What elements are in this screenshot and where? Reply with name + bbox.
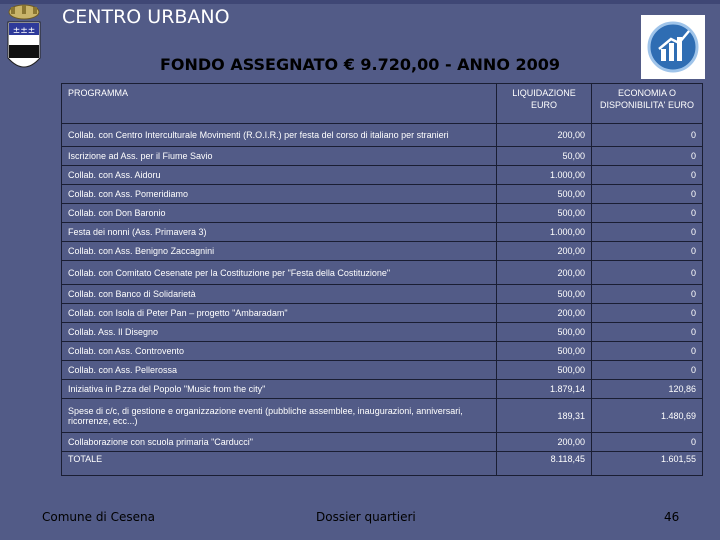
- row-economia: 0: [592, 261, 703, 285]
- total-economia: 1.601,55: [592, 452, 703, 476]
- table-row: [62, 361, 703, 380]
- row-programma: Iniziativa in P.zza del Popolo "Music from the city": [62, 380, 497, 399]
- row-economia: 0: [592, 285, 703, 304]
- row-economia: 0: [592, 147, 703, 166]
- chart-globe-logo-icon: [641, 15, 705, 79]
- footer-municipality: Comune di Cesena: [42, 510, 155, 524]
- row-programma: Festa dei nonni (Ass. Primavera 3): [62, 223, 497, 242]
- table-row: [62, 304, 703, 323]
- table-row: [62, 285, 703, 304]
- row-liquidazione: 189,31: [497, 399, 592, 433]
- header-liquidazione: LIQUIDAZIONE EURO: [497, 84, 592, 124]
- row-liquidazione: 200,00: [497, 304, 592, 323]
- row-liquidazione: 500,00: [497, 285, 592, 304]
- table-row: [62, 261, 703, 285]
- table-row: [62, 242, 703, 261]
- table-row: [62, 399, 703, 433]
- table-row: [62, 223, 703, 242]
- row-economia: 0: [592, 361, 703, 380]
- header-economia: ECONOMIA O DISPONIBILITA' EURO: [592, 84, 703, 124]
- table-row: [62, 185, 703, 204]
- row-economia: 0: [592, 166, 703, 185]
- row-programma: Collab. con Ass. Pomeridiamo: [62, 185, 497, 204]
- row-programma: Collab. con Centro Interculturale Movimenti (R.O.I.R.) per festa del corso di italiano per stranieri: [62, 124, 497, 147]
- row-programma: Iscrizione ad Ass. per il Fiume Savio: [62, 147, 497, 166]
- row-programma: Collab. con Ass. Controvento: [62, 342, 497, 361]
- row-programma: Collab. con Don Baronio: [62, 204, 497, 223]
- row-liquidazione: 1.000,00: [497, 223, 592, 242]
- row-programma: Collab. con Ass. Pellerossa: [62, 361, 497, 380]
- row-liquidazione: 200,00: [497, 261, 592, 285]
- header-programma: PROGRAMMA: [62, 84, 497, 124]
- row-liquidazione: 500,00: [497, 361, 592, 380]
- row-liquidazione: 500,00: [497, 323, 592, 342]
- footer-dossier: Dossier quartieri: [316, 510, 416, 524]
- row-liquidazione: 1.879,14: [497, 380, 592, 399]
- row-programma: Collaborazione con scuola primaria "Carducci": [62, 433, 497, 452]
- table-row: [62, 342, 703, 361]
- row-liquidazione: 200,00: [497, 433, 592, 452]
- row-liquidazione: 200,00: [497, 242, 592, 261]
- row-programma: Spese di c/c, di gestione e organizzazione eventi (pubbliche assemblee, inaugurazioni, anniversari, ricorrenze, ecc...): [62, 399, 497, 433]
- page-number: 46: [664, 510, 680, 524]
- row-programma: Collab. con Banco di Solidarietà: [62, 285, 497, 304]
- table-row: [62, 433, 703, 452]
- row-economia: 0: [592, 223, 703, 242]
- table-row: [62, 147, 703, 166]
- row-economia: 0: [592, 342, 703, 361]
- row-liquidazione: 500,00: [497, 342, 592, 361]
- row-liquidazione: 500,00: [497, 204, 592, 223]
- row-programma: Collab. con Ass. Aidoru: [62, 166, 497, 185]
- total-liquidazione: 8.118,45: [497, 452, 592, 476]
- row-liquidazione: 1.000,00: [497, 166, 592, 185]
- table-header-row: [62, 84, 703, 124]
- row-economia: 0: [592, 242, 703, 261]
- row-programma: Collab. con Isola di Peter Pan – progetto "Ambaradam": [62, 304, 497, 323]
- table-row: [62, 166, 703, 185]
- row-economia: 0: [592, 204, 703, 223]
- row-economia: 120,86: [592, 380, 703, 399]
- fund-subtitle: FONDO ASSEGNATO € 9.720,00 - ANNO 2009: [159, 55, 561, 74]
- row-economia: 0: [592, 323, 703, 342]
- page-title: CENTRO URBANO: [62, 6, 230, 28]
- top-band: [0, 0, 720, 4]
- svg-text:±±±: ±±±: [12, 26, 36, 36]
- row-economia: 0: [592, 433, 703, 452]
- row-liquidazione: 200,00: [497, 124, 592, 147]
- row-economia: 1.480,69: [592, 399, 703, 433]
- row-economia: 0: [592, 185, 703, 204]
- row-economia: 0: [592, 124, 703, 147]
- total-label: TOTALE: [62, 452, 497, 476]
- row-liquidazione: 500,00: [497, 185, 592, 204]
- table-row: [62, 204, 703, 223]
- row-economia: 0: [592, 304, 703, 323]
- row-programma: Collab. con Comitato Cesenate per la Costituzione per "Festa della Costituzione": [62, 261, 497, 285]
- table-row: [62, 380, 703, 399]
- row-programma: Collab. Ass. Il Disegno: [62, 323, 497, 342]
- total-row: [62, 452, 703, 476]
- row-programma: Collab. con Ass. Benigno Zaccagnini: [62, 242, 497, 261]
- table-row: [62, 124, 703, 147]
- table-row: [62, 323, 703, 342]
- budget-table: [61, 83, 703, 476]
- row-liquidazione: 50,00: [497, 147, 592, 166]
